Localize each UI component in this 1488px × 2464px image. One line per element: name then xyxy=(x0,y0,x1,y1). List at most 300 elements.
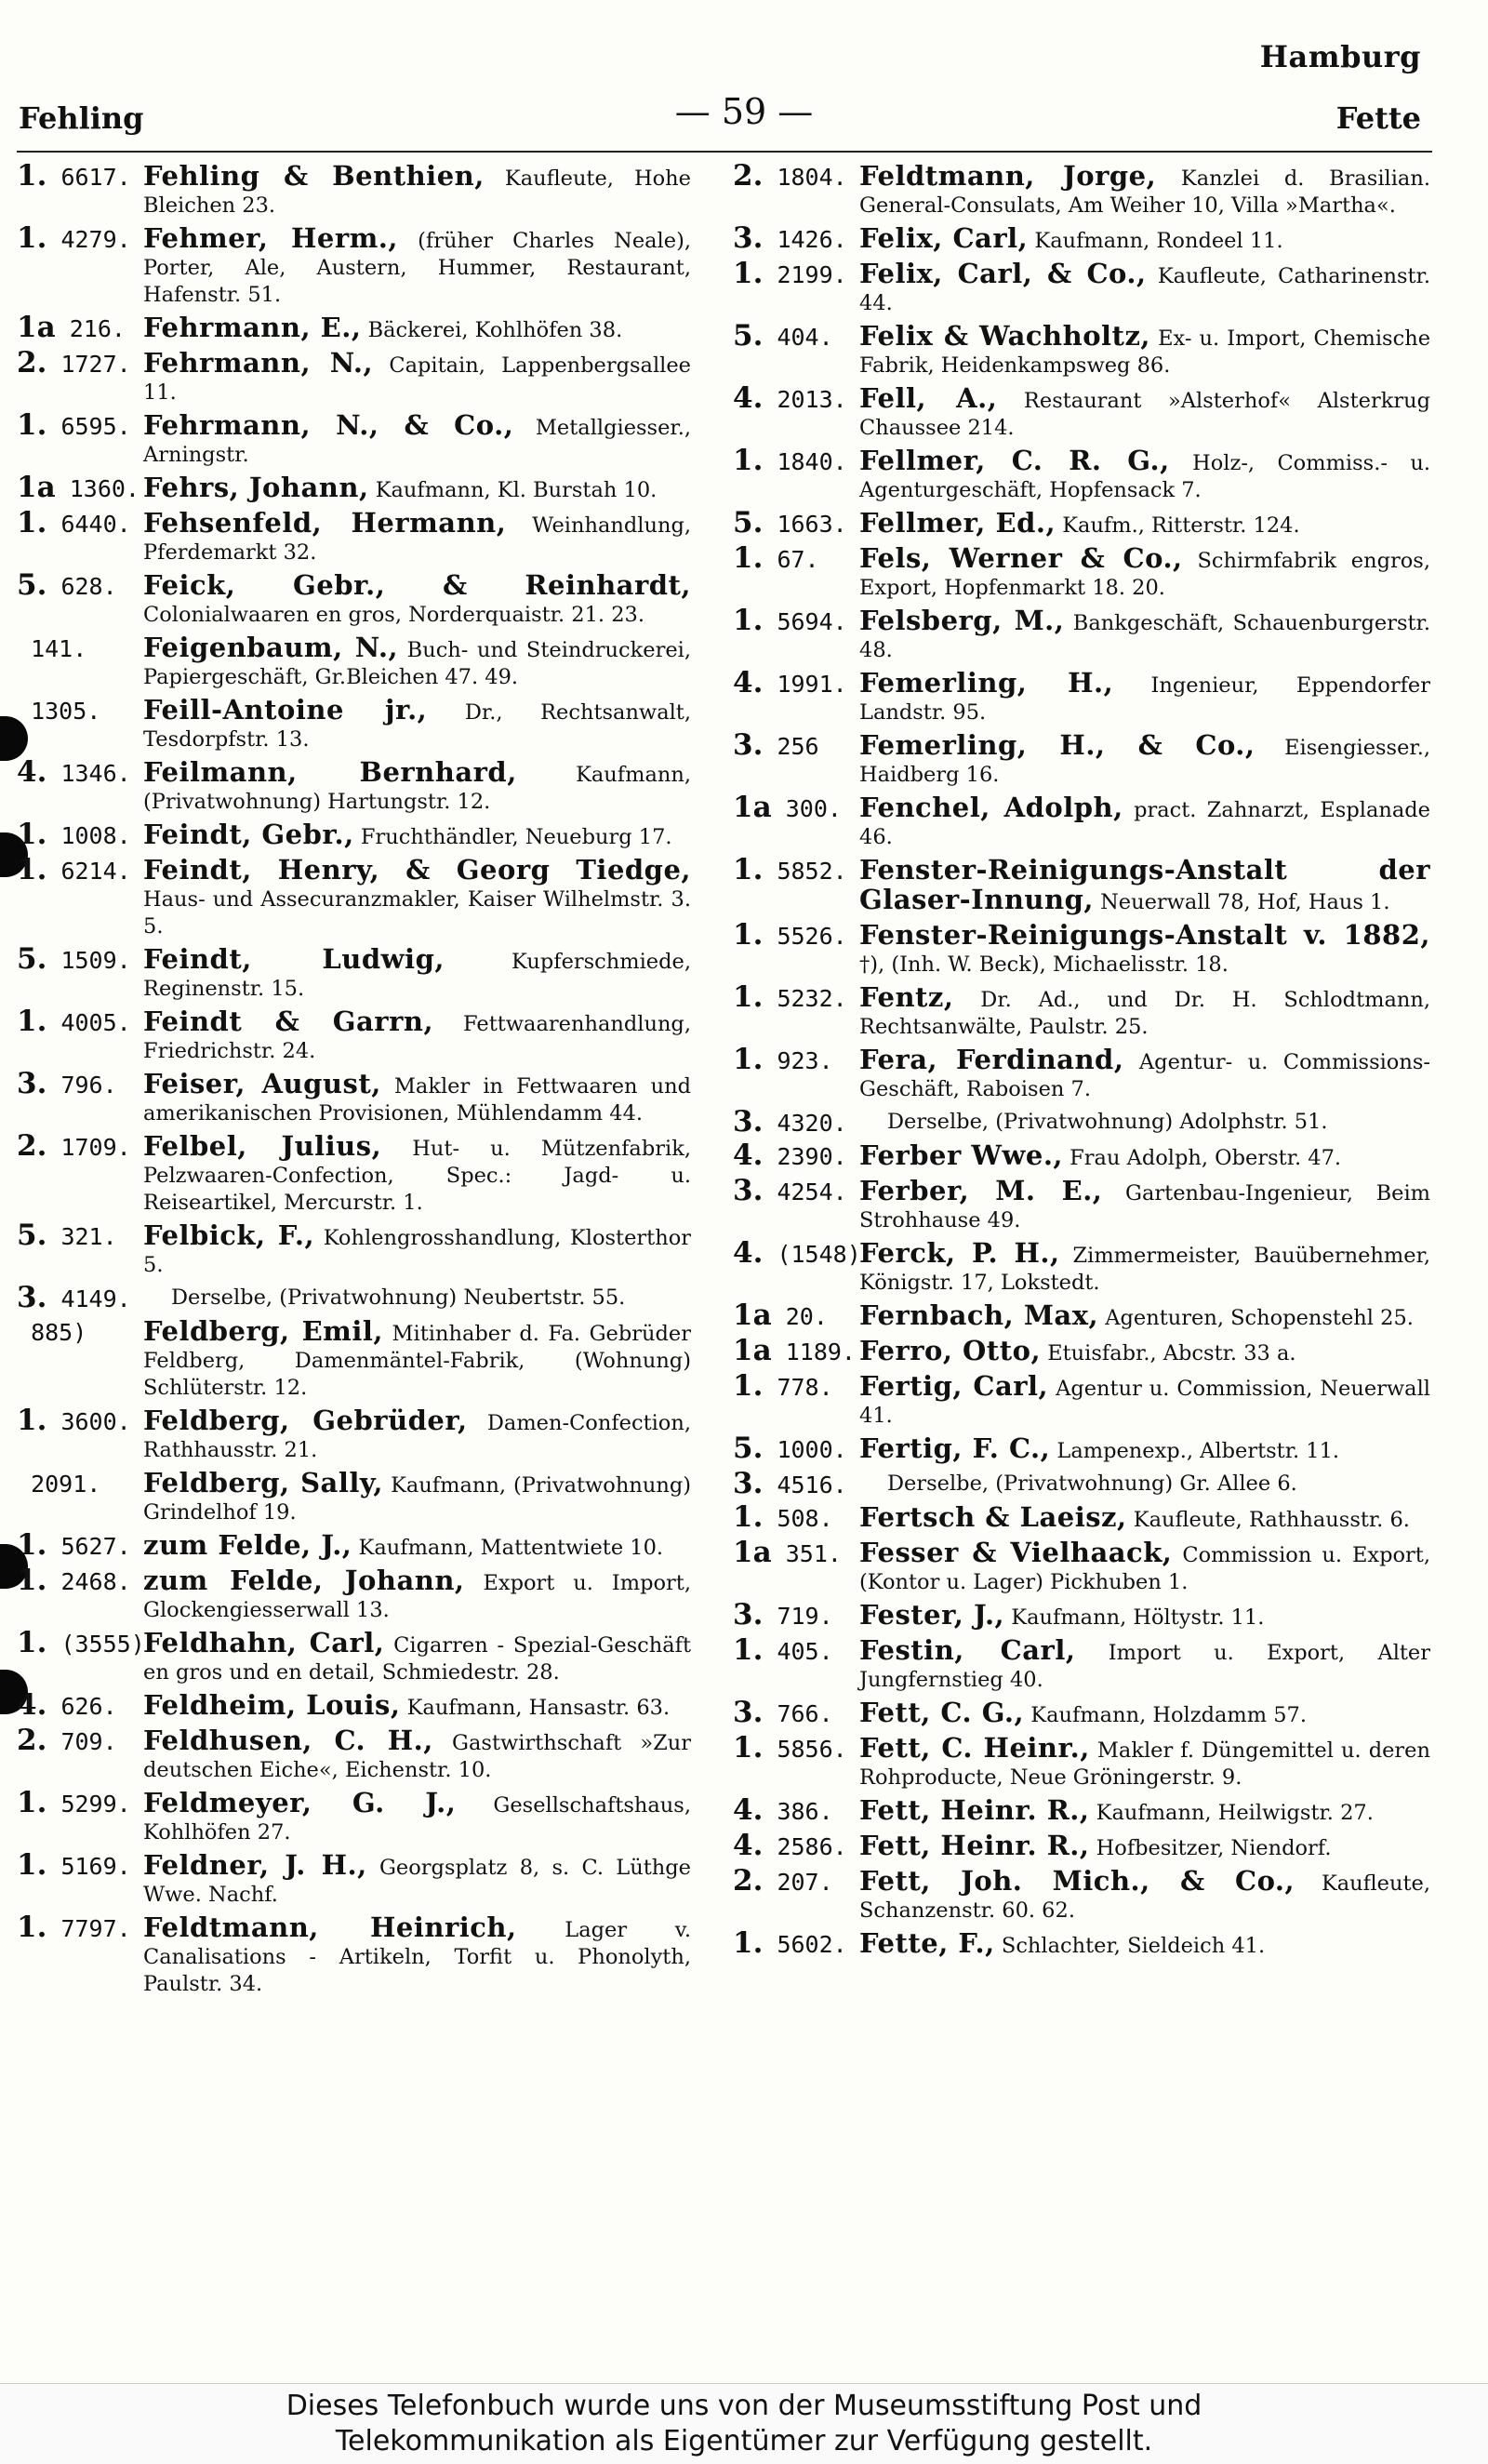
subscriber-details: Lager v. Canalisations - Artikeln, Torfit u. Phonolyth, Paulstr. 34. xyxy=(143,1918,691,1996)
exchange-office: 3. xyxy=(17,1281,47,1314)
subscriber-details: Cigarren - Spezial-Geschäft en gros und en detail, Schmiedestr. 28. xyxy=(143,1633,692,1685)
line-number: 1727. xyxy=(60,351,131,378)
exchange-office: 1. xyxy=(17,1564,47,1597)
line-number: 1305. xyxy=(31,698,101,725)
exchange-office: 4. xyxy=(733,1829,764,1862)
entry-body xyxy=(859,919,1430,979)
line-number: 3600. xyxy=(60,1408,131,1435)
footer-line-2: Telekommunikation als Eigentümer zur Verfügung gestellt. xyxy=(335,2425,1153,2457)
subscriber-name: Fertsch & Laeisz, xyxy=(859,1501,1127,1533)
subscriber-details: Agentur- u. Commissions-Geschäft, Raboisen 7. xyxy=(859,1050,1430,1101)
phone-number xyxy=(17,471,143,504)
subscriber-details: Kupferschmiede, Reginenstr. 15. xyxy=(143,950,691,1001)
directory-entry xyxy=(733,1926,1430,1960)
subscriber-details: Derselbe, (Privatwohnung) Gr. Allee 6. xyxy=(887,1472,1297,1496)
line-number: 5856. xyxy=(777,1736,847,1763)
exchange-office: 2. xyxy=(733,159,764,193)
phone-number xyxy=(733,1432,859,1465)
entry-body xyxy=(859,729,1431,789)
subscriber-details: Buch- und Steindruckerei, Papiergeschäft, Gr.Bleichen 47. 49. xyxy=(143,638,691,689)
subscriber-name: Fentz, xyxy=(859,981,954,1013)
line-number: 4149. xyxy=(60,1285,131,1312)
subscriber-details: Agenturen, Schopenstehl 25. xyxy=(1098,1306,1414,1330)
line-number: 1000. xyxy=(777,1436,847,1463)
entry-body xyxy=(859,1501,1430,1534)
subscriber-details: Georgsplatz 8, s. C. Lüthge Wwe. Nachf. xyxy=(143,1856,691,1907)
phone-number xyxy=(17,697,143,725)
line-number: 1509. xyxy=(60,947,131,974)
line-number: 778. xyxy=(777,1374,833,1401)
subscriber-details: Derselbe, (Privatwohnung) Adolphstr. 51. xyxy=(887,1110,1328,1134)
entry-body xyxy=(859,382,1430,442)
directory-entry xyxy=(17,1911,691,1998)
subscriber-name: Fertig, F. C., xyxy=(859,1432,1051,1464)
subscriber-details: Neuerwall 78, Hof, Haus 1. xyxy=(1093,890,1390,914)
line-number: 4516. xyxy=(777,1472,847,1498)
line-number: 2390. xyxy=(777,1143,847,1170)
line-number: 141. xyxy=(31,635,87,662)
directory-entry xyxy=(17,311,691,344)
subscriber-name: Fester, J., xyxy=(859,1599,1005,1631)
line-number: 719. xyxy=(777,1603,833,1630)
subscriber-name: Feldberg, Sally, xyxy=(143,1467,384,1498)
directory-entry xyxy=(733,257,1430,317)
directory-entry xyxy=(17,1129,691,1217)
entry-body xyxy=(143,854,691,940)
subscriber-name: Feldner, J. H., xyxy=(143,1849,367,1881)
subscriber-details: Kaufmann, Höltystr. 11. xyxy=(1004,1605,1265,1630)
line-number: (1548) xyxy=(777,1241,861,1268)
directory-entry xyxy=(17,1688,691,1722)
directory-entry xyxy=(17,568,691,629)
directory-entry xyxy=(733,1043,1430,1103)
entry-body xyxy=(859,160,1430,220)
line-number: 1663. xyxy=(777,511,847,538)
entry-body xyxy=(859,1175,1430,1234)
subscriber-details: †), (Inh. W. Beck), Michaelisstr. 18. xyxy=(859,952,1229,977)
entry-body xyxy=(143,756,691,816)
phone-number xyxy=(733,1369,859,1403)
subscriber-name: Fertig, Carl, xyxy=(859,1370,1049,1402)
subscriber-name: Feick, Gebr., & Reinhardt, xyxy=(143,569,691,601)
line-number: 351. xyxy=(785,1540,842,1567)
line-number: 628. xyxy=(60,573,117,600)
line-number: 4005. xyxy=(60,1009,131,1036)
subscriber-details: (früher Charles Neale), Porter, Ale, Austern, Hummer, Restaurant, Hafenstr. 51. xyxy=(143,229,691,307)
directory-entry xyxy=(733,1731,1430,1791)
phone-number xyxy=(17,1470,143,1498)
subscriber-details: Metallgiesser., Arningstr. xyxy=(143,416,691,467)
exchange-office: 2. xyxy=(17,1724,47,1757)
subscriber-name: Fesser & Vielhaack, xyxy=(859,1537,1173,1568)
line-number: 1008. xyxy=(60,822,131,849)
subscriber-name: zum Felde, J., xyxy=(143,1529,352,1561)
phone-number xyxy=(733,1864,859,1898)
subscriber-name: Fell, A., xyxy=(859,382,998,414)
subscriber-details: Frau Adolph, Oberstr. 47. xyxy=(1063,1146,1342,1170)
subscriber-name: Feindt, Ludwig, xyxy=(143,943,445,975)
subscriber-name: Feindt & Garrn, xyxy=(143,1006,434,1037)
exchange-office: 1. xyxy=(17,506,47,539)
entry-body xyxy=(859,320,1431,380)
subscriber-name: Feldheim, Louis, xyxy=(143,1689,401,1721)
entry-body xyxy=(859,1634,1431,1694)
entry-body xyxy=(859,1471,1430,1498)
directory-entry xyxy=(17,755,691,816)
exchange-office: 1. xyxy=(17,1404,47,1437)
subscriber-details: Kaufmann, (Privatwohnung) Hartungstr. 12. xyxy=(143,763,691,814)
line-number: 923. xyxy=(777,1047,833,1074)
subscriber-name: Fett, Heinr. R., xyxy=(859,1794,1090,1826)
phone-number xyxy=(733,791,859,824)
exchange-office: 1. xyxy=(17,818,47,851)
subscriber-name: Felix & Wachholtz, xyxy=(859,320,1151,352)
subscriber-name: Feilmann, Bernhard, xyxy=(143,756,517,788)
entry-body xyxy=(859,507,1430,539)
directory-entry xyxy=(17,1404,692,1464)
phone-number xyxy=(733,1467,859,1500)
subscriber-name: Feindt, Gebr., xyxy=(143,819,354,850)
line-number: 5526. xyxy=(777,923,847,950)
entry-body xyxy=(143,1911,691,1998)
subscriber-details: Weinhandlung, Pferdemarkt 32. xyxy=(143,513,692,565)
phone-number xyxy=(17,1724,143,1757)
phone-number xyxy=(733,1926,859,1960)
phone-number xyxy=(733,1043,859,1076)
entry-body xyxy=(143,474,691,504)
entry-body xyxy=(859,1794,1430,1827)
exchange-office: 1. xyxy=(733,444,764,477)
phone-number xyxy=(17,1067,143,1100)
entry-body xyxy=(859,1046,1430,1103)
directory-entry xyxy=(733,319,1431,380)
exchange-office: 1. xyxy=(17,1786,47,1819)
exchange-office: 3. xyxy=(733,1105,764,1139)
subscriber-name: Fehsenfeld, Hermann, xyxy=(143,507,507,539)
line-number: 216. xyxy=(69,315,126,342)
subscriber-details: Kaufmann, Mattentwiete 10. xyxy=(352,1536,664,1560)
entry-body xyxy=(143,1130,691,1217)
directory-entry xyxy=(17,853,691,940)
entry-body xyxy=(859,1865,1430,1925)
line-number: 2199. xyxy=(777,261,847,288)
subscriber-details: Lampenexp., Albertstr. 11. xyxy=(1050,1439,1340,1463)
entry-body xyxy=(143,694,691,753)
subscriber-name: zum Felde, Johann, xyxy=(143,1565,465,1596)
phone-number xyxy=(733,980,859,1014)
directory-entry xyxy=(17,346,691,406)
exchange-office: 3. xyxy=(733,728,764,762)
footer-line-1: Dieses Telefonbuch wurde uns von der Museumsstiftung Post und xyxy=(286,2390,1202,2422)
exchange-office: 1. xyxy=(17,159,47,193)
line-number: 2013. xyxy=(777,386,847,413)
subscriber-details: Kaufmann, (Privatwohnung) Grindelhof 19. xyxy=(143,1473,692,1525)
phone-number xyxy=(17,1786,143,1819)
exchange-office: 1. xyxy=(17,221,47,255)
subscriber-name: Feldtmann, Jorge, xyxy=(859,160,1157,192)
subscriber-details: Gartenbau-Ingenieur, Beim Strohhause 49. xyxy=(859,1181,1430,1232)
exchange-office: 1. xyxy=(733,980,764,1014)
phone-number xyxy=(17,1626,145,1659)
directory-entry xyxy=(17,1564,691,1624)
directory-entry xyxy=(733,1500,1430,1534)
exchange-office: 2. xyxy=(17,346,47,380)
phone-number xyxy=(17,159,143,193)
directory-entry xyxy=(17,634,691,691)
exchange-office: 1. xyxy=(17,1626,47,1659)
subscriber-details: Eisengiesser., Haidberg 16. xyxy=(859,736,1431,787)
exchange-office: 3. xyxy=(733,1598,764,1632)
subscriber-name: Fernbach, Max, xyxy=(859,1299,1099,1331)
line-number: 321. xyxy=(60,1223,117,1250)
directory-entry xyxy=(733,604,1430,664)
subscriber-details: Kaufmann, Rondeel 11. xyxy=(1028,229,1283,253)
entry-body xyxy=(859,1299,1430,1332)
exchange-office: 1a xyxy=(733,1334,772,1367)
line-number: 1991. xyxy=(777,671,847,698)
entry-body xyxy=(859,854,1430,916)
subscriber-name: Feill-Antoine jr., xyxy=(143,694,428,726)
subscriber-details: Capitain, Lappenbergsallee 11. xyxy=(143,353,691,405)
entry-body xyxy=(859,1237,1430,1297)
directory-entry xyxy=(17,942,691,1003)
footer-notice xyxy=(0,2383,1488,2464)
line-number: 885) xyxy=(31,1319,87,1346)
exchange-office: 5. xyxy=(733,1432,764,1465)
line-number: 1804. xyxy=(777,164,847,191)
entry-body xyxy=(859,447,1430,504)
subscriber-name: Fehrmann, E., xyxy=(143,312,362,343)
entry-body xyxy=(143,1627,692,1686)
phone-number xyxy=(733,506,859,539)
exchange-office: 3. xyxy=(733,1696,764,1729)
line-number: 4254. xyxy=(777,1179,847,1205)
directory-entry xyxy=(17,1848,691,1909)
subscriber-details: Gastwirthschaft »Zur deutschen Eiche«, Eichenstr. 10. xyxy=(143,1731,692,1782)
subscriber-details: Import u. Export, Alter Jungfernstieg 40. xyxy=(859,1641,1431,1692)
subscriber-name: Fehrmann, N., xyxy=(143,347,374,379)
phone-number xyxy=(733,257,859,290)
subscriber-details: Haus- und Assecuranzmakler, Kaiser Wilhelmstr. 3. 5. xyxy=(143,887,691,939)
line-number: 5694. xyxy=(777,608,847,635)
phone-number xyxy=(733,853,859,886)
phone-number xyxy=(17,311,143,344)
phone-number xyxy=(733,1696,859,1729)
exchange-office: 2. xyxy=(733,1864,764,1898)
directory-entry xyxy=(733,728,1431,789)
directory-entry xyxy=(733,1299,1430,1332)
subscriber-name: Felix, Carl, xyxy=(859,222,1029,254)
line-number: 5852. xyxy=(777,858,847,885)
exchange-office: 1a xyxy=(17,471,56,504)
entry-body xyxy=(859,1432,1430,1465)
left-column xyxy=(17,159,692,2004)
phone-number xyxy=(17,818,143,851)
subscriber-details: pract. Zahnarzt, Esplanade 46. xyxy=(859,798,1430,849)
exchange-office: 1. xyxy=(17,1911,47,1944)
line-number: 1709. xyxy=(60,1134,131,1161)
line-number: 4320. xyxy=(777,1110,847,1137)
directory-entry xyxy=(733,1696,1430,1729)
directory-entry xyxy=(17,1005,691,1065)
phone-number xyxy=(17,1005,143,1038)
subscriber-details: Ex- u. Import, Chemische Fabrik, Heidenkampsweg 86. xyxy=(859,326,1431,378)
phone-number xyxy=(17,942,143,976)
exchange-office: 1. xyxy=(733,541,764,575)
exchange-office: 1. xyxy=(733,1926,764,1960)
line-number: 404. xyxy=(777,324,833,351)
subscriber-name: Feldtmann, Heinrich, xyxy=(143,1911,517,1943)
directory-entry xyxy=(733,221,1430,255)
exchange-office: 1a xyxy=(733,1536,772,1569)
subscriber-details: Commission u. Export, (Kontor u. Lager) Pickhuben 1. xyxy=(859,1543,1430,1594)
directory-entry xyxy=(17,1724,692,1784)
entry-body xyxy=(143,943,691,1003)
subscriber-details: Holz-, Commiss.- u. Agenturgeschäft, Hopfensack 7. xyxy=(859,451,1430,502)
phone-number xyxy=(17,1318,143,1346)
entry-body xyxy=(143,1567,691,1624)
phone-number xyxy=(733,918,859,952)
entry-body xyxy=(859,1335,1430,1367)
subscriber-name: Feldmeyer, G. J., xyxy=(143,1787,457,1818)
subscriber-name: Ferro, Otto, xyxy=(859,1335,1042,1366)
subscriber-details: Bäckerei, Kohlhöfen 38. xyxy=(361,318,623,342)
exchange-office: 2. xyxy=(17,1129,47,1163)
entry-body xyxy=(143,507,692,566)
phone-number xyxy=(733,1500,859,1534)
exchange-office: 1. xyxy=(17,1528,47,1562)
subscriber-name: Ferber Wwe., xyxy=(859,1139,1064,1171)
line-number: 2586. xyxy=(777,1833,847,1860)
subscriber-name: Fenchel, Adolph, xyxy=(859,792,1123,823)
directory-entry xyxy=(733,1633,1431,1694)
subscriber-details: Hofbesitzer, Niendorf. xyxy=(1089,1836,1332,1860)
subscriber-name: Feldhahn, Carl, xyxy=(143,1627,385,1658)
subscriber-name: Fenster-Reinigungs-Anstalt v. 1882, xyxy=(859,919,1430,951)
directory-entry xyxy=(733,666,1430,726)
directory-entry xyxy=(17,1786,691,1846)
header-right-keyword: Fette xyxy=(1335,100,1421,136)
phone-number xyxy=(17,1528,143,1562)
entry-body xyxy=(143,1315,691,1402)
line-number: 6617. xyxy=(60,164,131,191)
directory-entry xyxy=(733,1174,1430,1234)
subscriber-details: Kohlengrosshandlung, Klosterthor 5. xyxy=(143,1226,691,1277)
line-number: 766. xyxy=(777,1700,833,1727)
line-number: 7797. xyxy=(60,1915,131,1942)
entry-body xyxy=(143,347,691,406)
subscriber-name: Feigenbaum, N., xyxy=(143,632,399,663)
subscriber-name: Feldberg, Gebrüder, xyxy=(143,1405,468,1436)
subscriber-name: Ferber, M. E., xyxy=(859,1175,1103,1206)
directory-entry xyxy=(733,853,1430,916)
subscriber-details: Derselbe, (Privatwohnung) Neubertstr. 55. xyxy=(171,1285,626,1310)
directory-entry xyxy=(17,1528,691,1562)
subscriber-name: Fett, Heinr. R., xyxy=(859,1830,1090,1861)
subscriber-name: Femerling, H., xyxy=(859,667,1114,699)
phone-number xyxy=(733,1139,859,1172)
entry-body xyxy=(143,1787,691,1846)
directory-entry xyxy=(17,1315,691,1402)
exchange-office: 1. xyxy=(733,604,764,637)
exchange-office: 1. xyxy=(17,408,47,442)
directory-entry xyxy=(17,408,691,469)
exchange-office: 5. xyxy=(17,942,47,976)
exchange-office: 1. xyxy=(733,918,764,952)
directory-entry xyxy=(733,1793,1430,1827)
line-number: 1426. xyxy=(777,226,847,253)
line-number: 796. xyxy=(60,1072,117,1099)
exchange-office: 3. xyxy=(733,1174,764,1207)
directory-entry xyxy=(733,1432,1430,1465)
entry-body xyxy=(143,1467,692,1526)
line-number: 2468. xyxy=(60,1568,131,1595)
exchange-office: 5. xyxy=(733,319,764,353)
line-number: 626. xyxy=(60,1693,117,1720)
exchange-office: 1. xyxy=(733,1369,764,1403)
entry-body xyxy=(143,1529,691,1562)
line-number: 1346. xyxy=(60,760,131,787)
phone-number xyxy=(17,1911,143,1944)
line-number: 709. xyxy=(60,1728,117,1755)
exchange-office: 5. xyxy=(17,1219,47,1252)
line-number: 67. xyxy=(777,546,819,573)
phone-number xyxy=(17,634,143,662)
entry-body xyxy=(143,1407,691,1464)
entry-body xyxy=(859,1139,1430,1172)
directory-entry xyxy=(733,1334,1430,1367)
subscriber-details: Damen-Confection, Rathhausstr. 21. xyxy=(143,1411,692,1462)
subscriber-details: Kaufmann, Holzdamm 57. xyxy=(1024,1703,1308,1727)
phone-number xyxy=(17,755,143,789)
phone-number xyxy=(733,1633,859,1667)
phone-number xyxy=(733,1334,859,1367)
directory-entry xyxy=(17,1219,691,1279)
entry-body xyxy=(859,794,1430,851)
subscriber-name: Fels, Werner & Co., xyxy=(859,542,1183,574)
exchange-office: 1. xyxy=(17,1005,47,1038)
subscriber-name: Fellmer, Ed., xyxy=(859,507,1056,539)
line-number: 6440. xyxy=(60,511,131,538)
subscriber-details: Restaurant »Alsterhof« Alsterkrug Chaussee 214. xyxy=(859,389,1430,440)
line-number: 508. xyxy=(777,1505,833,1532)
directory-entry xyxy=(17,694,691,753)
phone-number xyxy=(17,346,143,380)
phone-number xyxy=(733,1236,861,1270)
subscriber-name: Felbick, F., xyxy=(143,1219,315,1251)
subscriber-name: Fehrmann, N., & Co., xyxy=(143,409,514,441)
subscriber-details: Kanzlei d. Brasilian. General-Consulats, Am Weiher 10, Villa »Martha«. xyxy=(859,166,1430,218)
subscriber-details: Colonialwaaren en gros, Norderquaistr. 21. 23. xyxy=(143,603,644,627)
subscriber-details: Dr., Rechtsanwalt, Tesdorpfstr. 13. xyxy=(143,700,691,752)
directory-entry xyxy=(733,1236,1430,1297)
subscriber-details: Kaufmann, Heilwigstr. 27. xyxy=(1089,1801,1374,1825)
subscriber-name: Feiser, August, xyxy=(143,1068,381,1099)
phone-number xyxy=(17,1848,143,1882)
phone-number xyxy=(17,1404,143,1437)
directory-entry xyxy=(733,1598,1430,1632)
phone-number xyxy=(733,1299,859,1332)
line-number: 300. xyxy=(785,795,842,822)
phone-number xyxy=(17,1129,143,1163)
phone-number xyxy=(733,666,859,699)
entry-body xyxy=(859,981,1430,1041)
subscriber-name: Feldberg, Emil, xyxy=(143,1315,383,1347)
subscriber-details: Makler f. Düngemittel u. deren Rohproducte, Neue Gröningerstr. 9. xyxy=(859,1738,1430,1790)
phone-number xyxy=(17,1219,143,1252)
phone-number xyxy=(733,1598,859,1632)
subscriber-details: Makler in Fettwaaren und amerikanischen Provisionen, Mühlendamm 44. xyxy=(143,1074,692,1125)
